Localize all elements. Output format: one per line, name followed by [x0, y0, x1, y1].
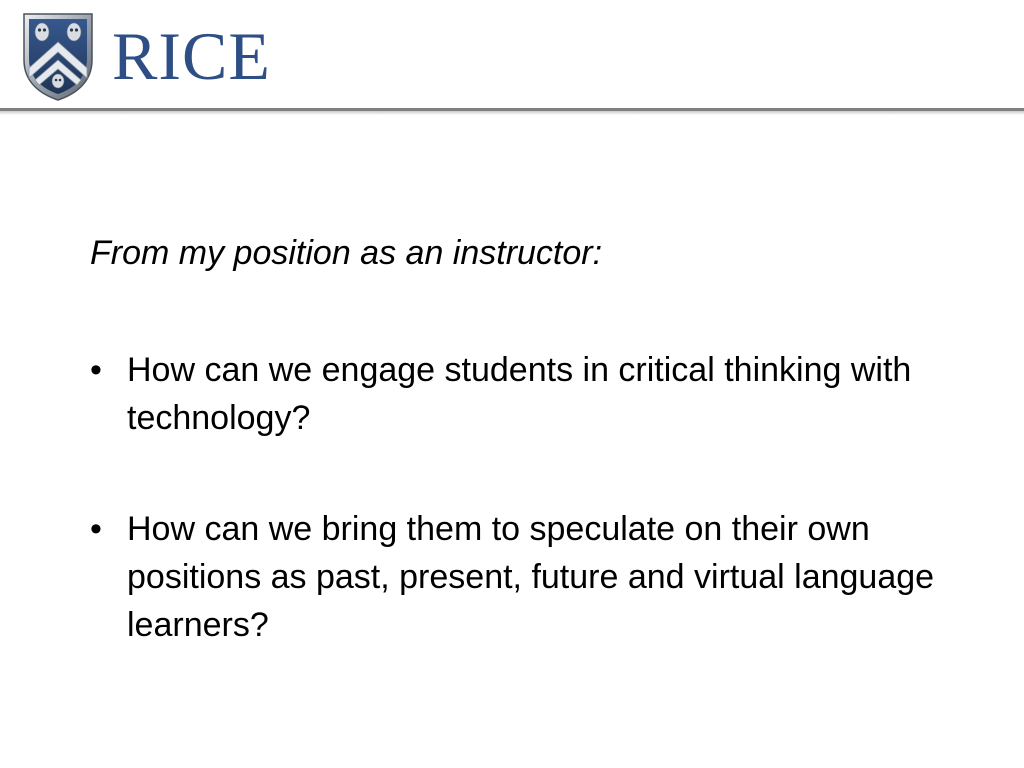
bullet-item [90, 505, 950, 649]
bullet-list [90, 346, 950, 649]
bullet-item [90, 346, 950, 442]
bullet-text: How can we engage students in critical thinking with technology? [127, 351, 912, 437]
bullet-text: How can we bring them to speculate on their own positions as past, present, future and virtual language learners? [127, 510, 935, 644]
lead-text: From my position as an instructor: [90, 234, 603, 272]
rice-logo [20, 10, 280, 102]
bullet-marker: • [90, 510, 102, 548]
rice-wordmark: RICE [112, 18, 271, 94]
rice-shield-owl-icon [20, 10, 96, 102]
header-divider-shadow [0, 111, 1024, 115]
slide-body [90, 228, 950, 649]
slide-header [0, 0, 1024, 108]
bullet-marker: • [90, 351, 102, 389]
